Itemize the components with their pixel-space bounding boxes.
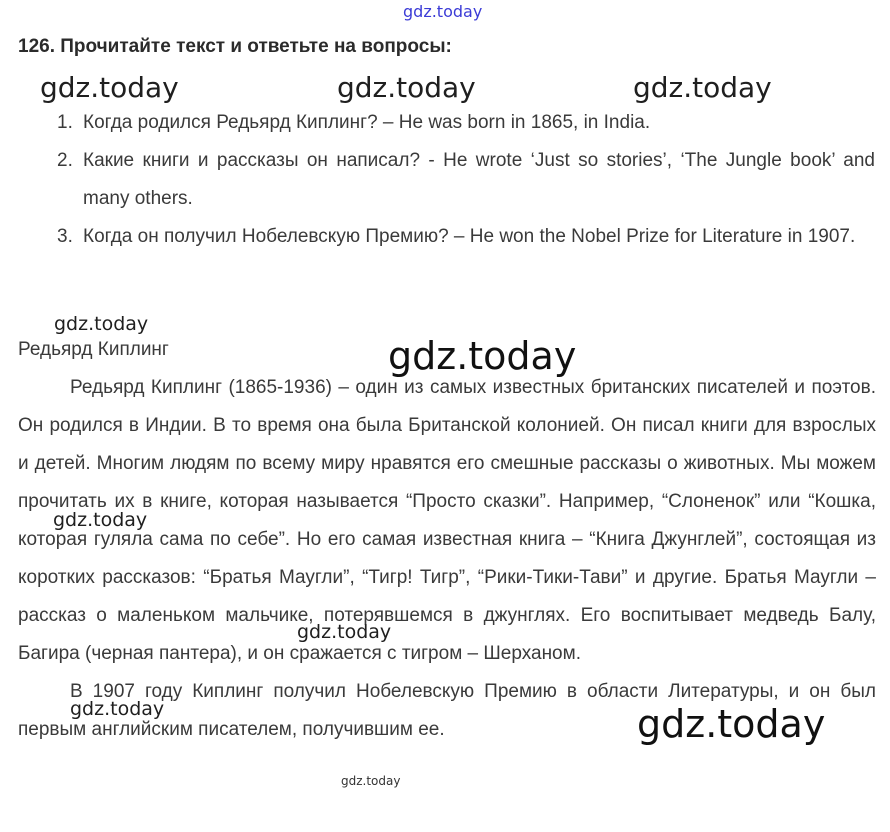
answer-number: 3. (57, 226, 73, 247)
watermark: gdz.today (341, 774, 401, 788)
watermark: gdz.today (53, 509, 148, 531)
answer-item-2 (57, 142, 875, 218)
answer-text: Какие книги и рассказы он написал? - He wrote ‘Just so stories’, ‘The Jungle book’ and many others. (83, 150, 875, 209)
watermark: gdz.today (297, 621, 392, 643)
article-paragraph: Редьярд Киплинг (1865-1936) – один из самых известных британских писателей и поэтов. Он родился в Индии. В то время она была Британской колонией. Он писал книги для взрослых и детей. Многим людям по всему миру нравятся его смешные рассказы о животных. Мы можем прочитать их в книге, которая называется “Просто сказки”. Например, “Слоненок” или “Кошка, которая гуляла сама по себе”. Но его самая известная книга – “Книга Джунглей”, состоящая из коротких рассказов: “Братья Маугли”, “Тигр! Тигр”, “Рики-Тики-Тави” и другие. Братья Маугли – рассказ о маленьком мальчике, потерявшемся в джунглях. Его воспитывает медведь Балу, Багира (черная пантера), и он сражается с тигром – Шерханом. (18, 377, 876, 664)
article-paragraph: В 1907 году Киплинг получил Нобелевскую Премию в области Литературы, и он был первым английским писателем, получившим ее. (18, 681, 876, 740)
watermark: gdz.today (637, 702, 826, 746)
watermark: gdz.today (388, 334, 577, 378)
article-body (18, 369, 876, 749)
watermark: gdz.today (337, 71, 476, 104)
watermark: gdz.today (70, 698, 165, 720)
answer-text: Когда родился Редьярд Киплинг? – He was born in 1865, in India. (83, 112, 651, 133)
exercise-heading: 126. Прочитайте текст и ответьте на вопросы: (18, 36, 452, 57)
watermark: gdz.today (54, 313, 149, 335)
answer-item-3 (57, 218, 875, 256)
answer-number: 2. (57, 150, 73, 171)
article-title: Редьярд Киплинг (18, 339, 169, 360)
answer-item-1 (57, 104, 875, 142)
answer-text: Когда он получил Нобелевскую Премию? – He won the Nobel Prize for Literature in 1907. (83, 226, 856, 247)
watermark: gdz.today (403, 2, 483, 21)
watermark: gdz.today (633, 71, 772, 104)
answer-number: 1. (57, 112, 73, 133)
watermark: gdz.today (40, 71, 179, 104)
